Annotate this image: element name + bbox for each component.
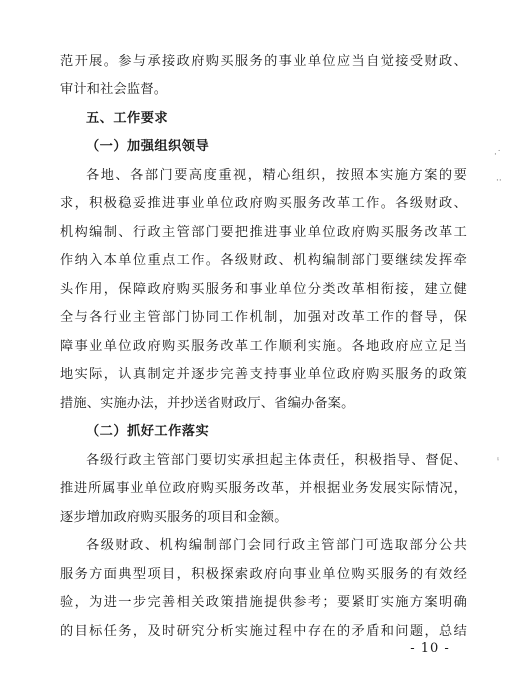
subsection-heading: （二）抓好工作落实 bbox=[86, 424, 210, 439]
body-text-line: 地实际，认真制定并逐步完善支持事业单位政府购买服务的政策 bbox=[60, 367, 467, 382]
body-text-line: 范开展。参与承接政府购买服务的事业单位应当自觉接受财政、 bbox=[60, 54, 467, 69]
body-text-line: 各地、各部门要高度重视，精心组织，按照本实施方案的要 bbox=[86, 168, 467, 183]
body-text-line: 逐步增加政府购买服务的项目和金额。 bbox=[60, 510, 288, 525]
body-text-line: 措施、实施办法，并抄送省财政厅、省编办备案。 bbox=[60, 396, 355, 411]
body-text-line: 各级财政、机构编制部门会同行政主管部门可选取部分公共 bbox=[86, 538, 467, 553]
body-text-line: 障事业单位政府购买服务改革工作顺利实施。各地政府应立足当 bbox=[60, 339, 467, 354]
subsection-heading: （一）加强组织领导 bbox=[86, 139, 210, 154]
body-text-line: 的目标任务，及时研究分析实施过程中存在的矛盾和问题，总结 bbox=[60, 624, 467, 639]
section-heading: 五、工作要求 bbox=[86, 111, 169, 126]
scan-speck: ·˙ bbox=[494, 150, 502, 160]
body-text-line: 机构编制、行政主管部门要把推进事业单位政府购买服务改革工 bbox=[60, 225, 467, 240]
body-text-line: 服务方面典型项目，积极探索政府向事业单位购买服务的有效经 bbox=[60, 567, 467, 582]
body-text-line: 头作用，保障政府购买服务和事业单位分类改革相衔接，建立健 bbox=[60, 282, 467, 297]
body-text-line: 求，积极稳妥推进事业单位政府购买服务改革工作。各级财政、 bbox=[60, 196, 467, 211]
body-text-line: 全与各行业主管部门协同工作机制，加强对改革工作的督导，保 bbox=[60, 310, 467, 325]
body-text-line: 各级行政主管部门要切实承担起主体责任，积极指导、督促、 bbox=[86, 453, 467, 468]
scan-speck: ·· bbox=[496, 176, 502, 186]
scan-speck: ᵎ bbox=[497, 456, 499, 466]
body-text-line: 推进所属事业单位政府购买服务改革，并根据业务发展实际情况， bbox=[60, 481, 467, 496]
page-number: - 10 - bbox=[410, 641, 450, 656]
body-text-line: 验，为进一步完善相关政策措施提供参考；要紧盯实施方案明确 bbox=[60, 595, 467, 610]
body-text-line: 审计和社会监督。 bbox=[60, 82, 168, 97]
body-text-line: 作纳入本单位重点工作。各级财政、机构编制部门要继续发挥牵 bbox=[60, 253, 467, 268]
